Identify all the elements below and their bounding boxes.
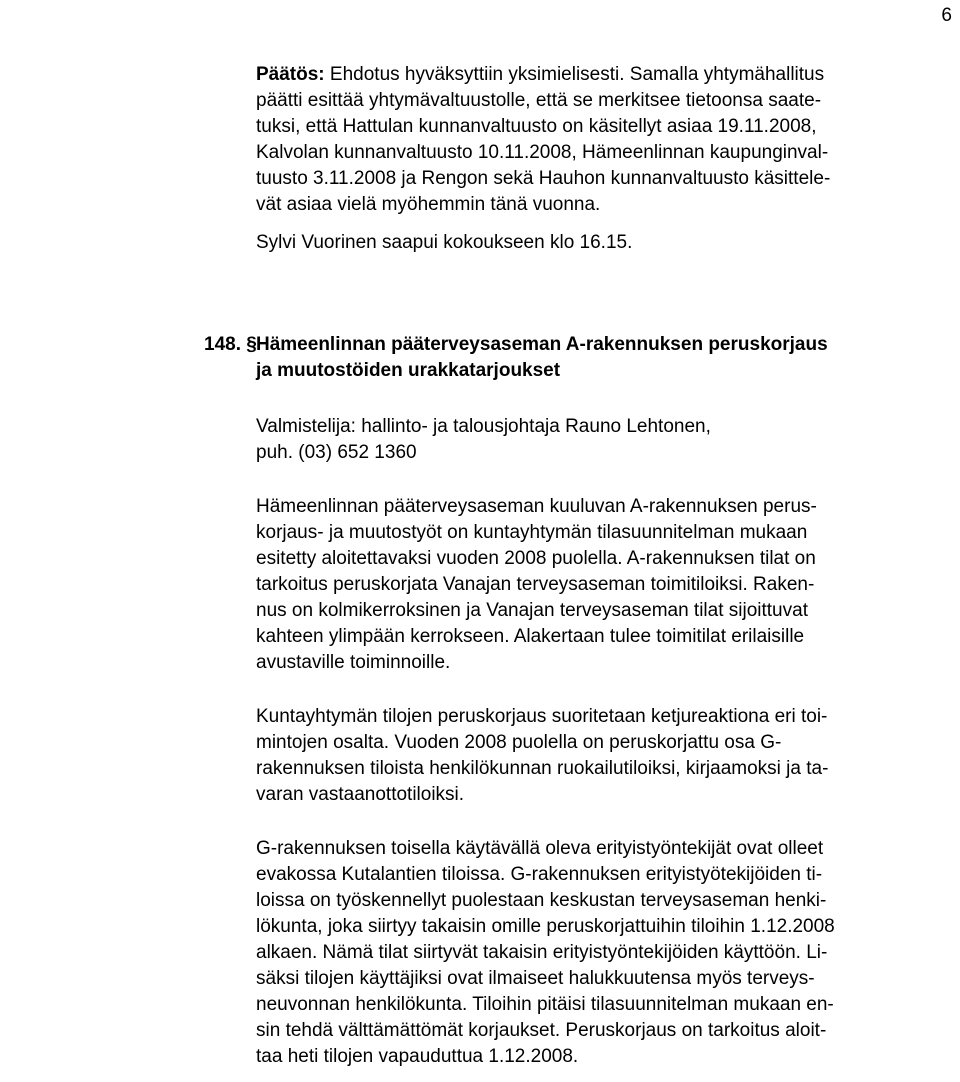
decision-text: Ehdotus hyväksyttiin yksimielisesti. Samalla yhtymähallitus päätti esittää yhtymävaltuustolle, että se merkitsee tietoonsa saate- tuksi, että Hattulan kunnanvaltuusto on käsitellyt asiaa 19.11.2008, Kalvolan kunnanvaltuusto 10.11.2008, Hämeenlinnan kaupunginval- tuusto 3.11.2008 ja Rengon sekä Hauhon kunnanvaltuusto käsittele- vät asiaa vielä myöhemmin tänä vuonna. bbox=[256, 64, 831, 215]
body-paragraph-1: Hämeenlinnan pääterveysaseman kuuluvan A-rakennuksen perus- korjaus- ja muutostyöt on kuntayhtymän tilasuunnitelman mukaan esitetty aloitettavaksi vuoden 2008 puolella. A-rakennuksen tilat on tarkoitus peruskorjata Vanajan terveysaseman toimitiloiksi. Raken- nus on kolmikerroksinen ja Vanajan terveysaseman tilat sijoittuvat kahteen ylimpään kerrokseen. Alakertaan tulee toimitilat erilaisille avustaville toiminnoille. bbox=[256, 496, 817, 673]
page-number: 6 bbox=[941, 5, 952, 26]
body-paragraph-3: G-rakennuksen toisella käytävällä oleva erityistyöntekijät ovat olleet evakossa Kutalantien tiloissa. G-rakennuksen erityistyötekijöiden ti- loissa on työskennellyt puolestaan keskustan terveysaseman henki- lökunta, joka siirtyy takaisin omille peruskorjattuihin tiloihin 1.12.2008 alkaen. Nämä tilat siirtyvät takaisin erityistyöntekijöiden käyttöön. Li- säksi tilojen käyttäjiksi ovat ilmaiseet halukkuutensa myös terveys- neuvonnan henkilökunta. Tiloihin pitäisi tilasuunnitelman mukaan en- sin tehdä välttämättömät korjaukset. Peruskorjaus on tarkoitus aloit- taa heti tilojen vapauduttua 1.12.2008. bbox=[256, 838, 835, 1067]
preparer-line: Valmistelija: hallinto- ja talousjohtaja Rauno Lehtonen, puh. (03) 652 1360 bbox=[256, 416, 711, 463]
body-paragraph-2: Kuntayhtymän tilojen peruskorjaus suoritetaan ketjureaktiona eri toi- mintojen osalta. Vuoden 2008 puolella on peruskorjattu osa G- rakennuksen tiloista henkilökunnan ruokailutiloiksi, kirjaamoksi ja ta- varan vastaanottotiloiksi. bbox=[256, 706, 829, 805]
decision-paragraph bbox=[256, 62, 946, 218]
section-body bbox=[256, 414, 946, 1070]
decision-label: Päätös: bbox=[256, 64, 325, 85]
decision-block bbox=[256, 62, 946, 256]
section-title: Hämeenlinnan pääterveysaseman A-rakennuksen peruskorjaus ja muutostöiden urakkatarjoukset bbox=[256, 334, 828, 381]
section-number: 148. § bbox=[204, 334, 257, 355]
arrival-note: Sylvi Vuorinen saapui kokoukseen klo 16.15. bbox=[256, 232, 633, 253]
